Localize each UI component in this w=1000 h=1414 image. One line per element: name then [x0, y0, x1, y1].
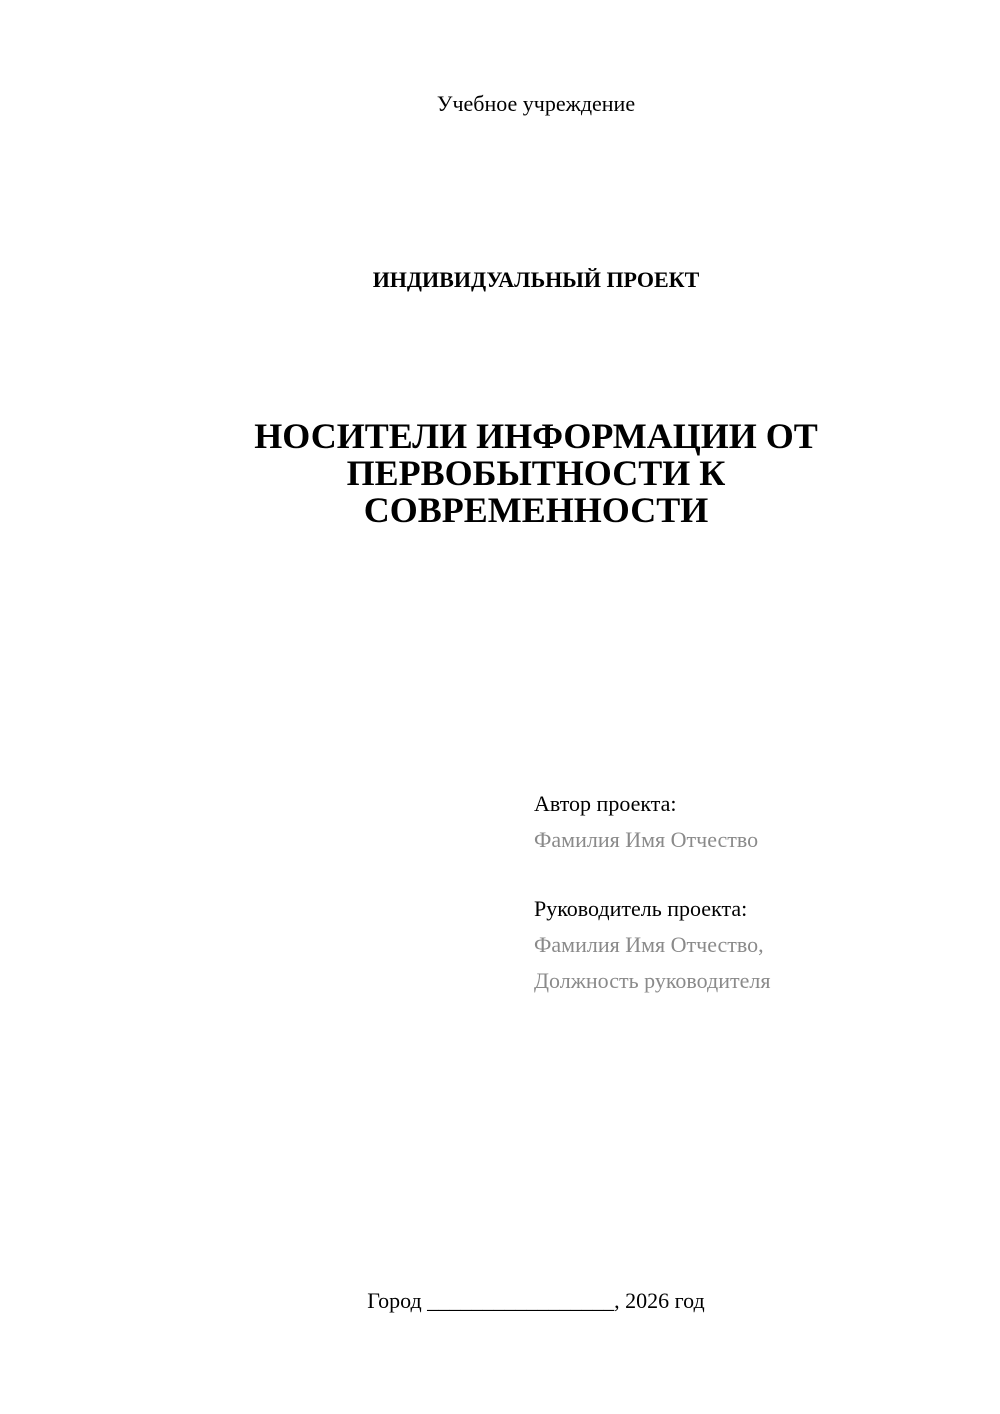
project-title [150, 418, 922, 529]
supervisor-name: Фамилия Имя Отчество, [534, 932, 764, 957]
institution-name: Учебное учреждение [436, 91, 636, 116]
project-title-line-1: НОСИТЕЛИ ИНФОРМАЦИИ ОТ [254, 416, 818, 456]
supervisor-position: Должность руководителя [534, 968, 771, 993]
project-title-line-3: СОВРЕМЕННОСТИ [363, 490, 709, 530]
supervisor-label: Руководитель проекта: [534, 896, 748, 921]
project-title-line-2: ПЕРВОБЫТНОСТИ К [346, 453, 726, 493]
author-label: Автор проекта: [534, 791, 677, 816]
author-block [534, 786, 758, 858]
author-name: Фамилия Имя Отчество [534, 827, 759, 852]
document-type: ИНДИВИДУАЛЬНЫЙ ПРОЕКТ [372, 267, 700, 292]
supervisor-block [534, 891, 770, 999]
city-year-line: Город _________________, 2026 год [367, 1288, 705, 1313]
